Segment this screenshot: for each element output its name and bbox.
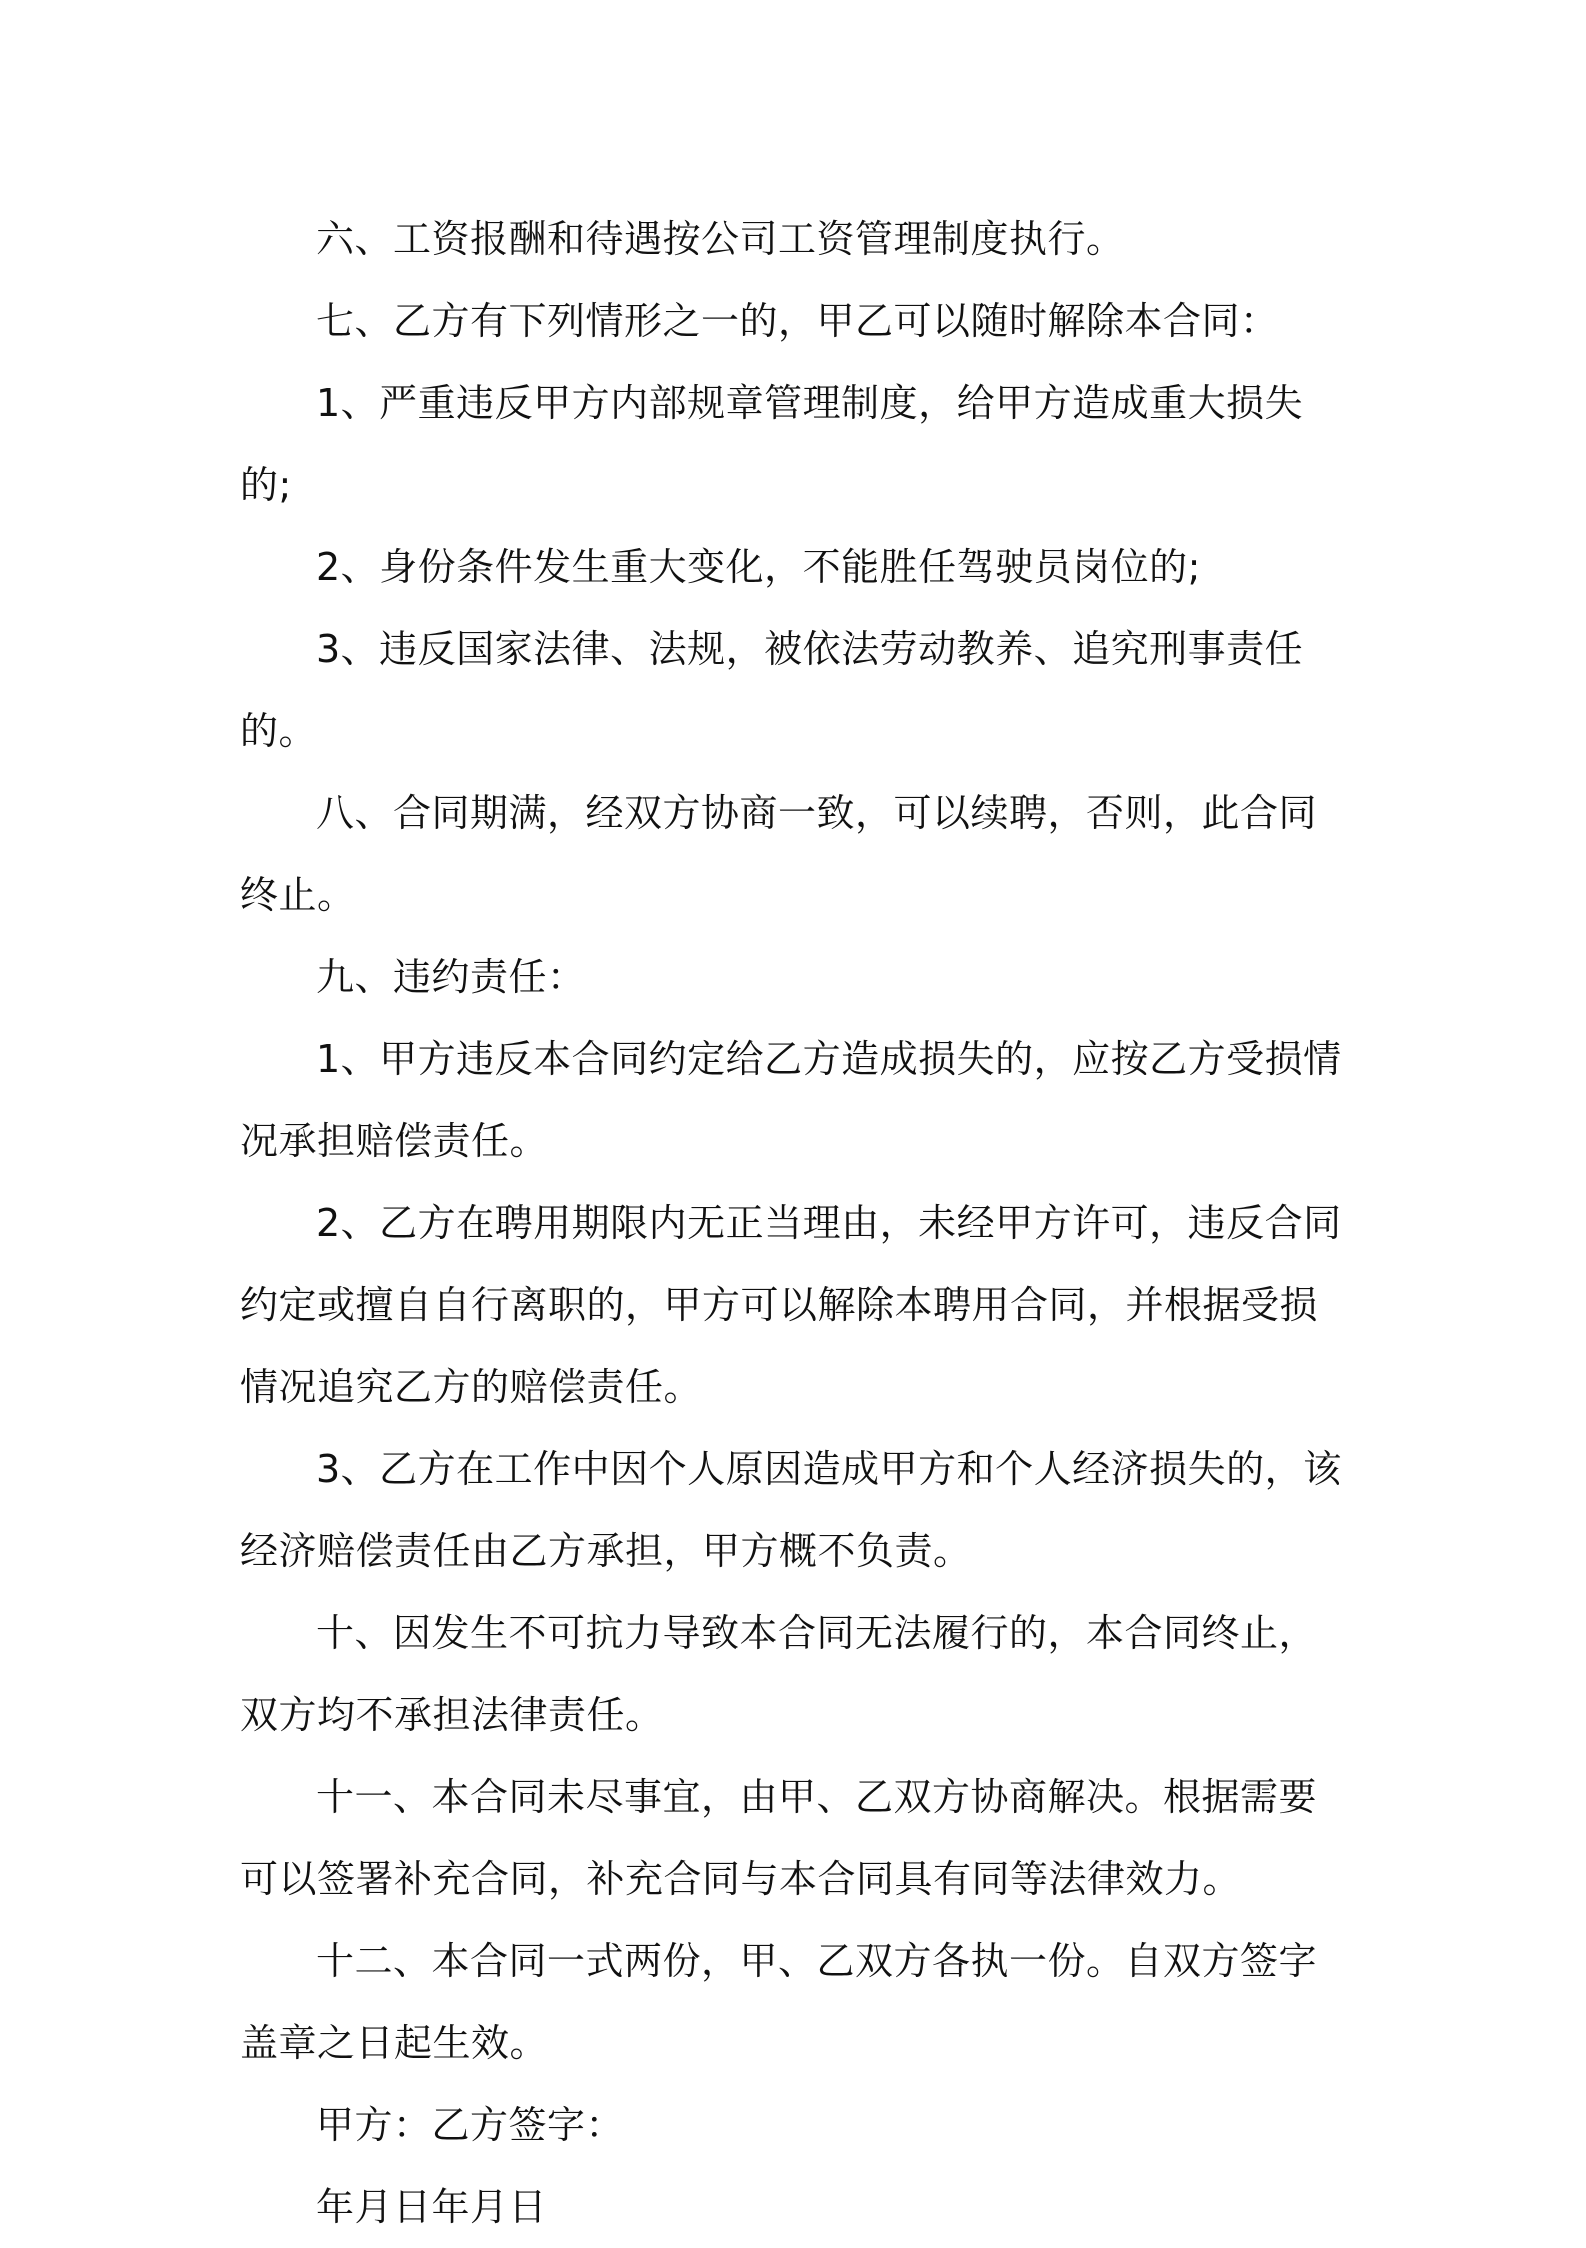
clause-nine-item-2: 2、乙方在聘用期限内无正当理由，未经甲方许可，违反合同约定或擅自自行离职的，甲方可以解除本聘用合同，并根据受损情况追究乙方的赔偿责任。: [240, 1201, 1342, 1409]
clause-nine-item-3: 3、乙方在工作中因个人原因造成甲方和个人经济损失的，该经济赔偿责任由乙方承担，甲方概不负责。: [240, 1447, 1342, 1573]
clause-eleven: 十一、本合同未尽事宜，由甲、乙双方协商解决。根据需要可以签署补充合同，补充合同与本合同具有同等法律效力。: [240, 1775, 1318, 1901]
date-line: 年月日年月日: [316, 2185, 548, 2229]
clause-seven: 七、乙方有下列情形之一的，甲乙可以随时解除本合同：: [316, 299, 1279, 343]
clause-seven-item-1: 1、严重违反甲方内部规章管理制度，给甲方造成重大损失的;: [240, 381, 1304, 507]
clause-eight: 八、合同期满，经双方协商一致，可以续聘，否则，此合同终止。: [240, 791, 1318, 917]
signature-line: 甲方：乙方签字：: [316, 2103, 625, 2147]
clause-ten: 十、因发生不可抗力导致本合同无法履行的，本合同终止，双方均不承担法律责任。: [240, 1611, 1318, 1737]
clause-nine: 九、违约责任：: [316, 955, 586, 999]
clause-twelve: 十二、本合同一式两份，甲、乙双方各执一份。自双方签字盖章之日起生效。: [240, 1939, 1318, 2065]
clause-seven-item-2: 2、身份条件发生重大变化，不能胜任驾驶员岗位的;: [316, 545, 1201, 589]
document-body: [240, 198, 1350, 2248]
clause-seven-item-3: 3、违反国家法律、法规，被依法劳动教养、追究刑事责任的。: [240, 627, 1304, 753]
clause-six: 六、工资报酬和待遇按公司工资管理制度执行。: [316, 217, 1125, 261]
clause-nine-item-1: 1、甲方违反本合同约定给乙方造成损失的，应按乙方受损情况承担赔偿责任。: [240, 1037, 1342, 1163]
